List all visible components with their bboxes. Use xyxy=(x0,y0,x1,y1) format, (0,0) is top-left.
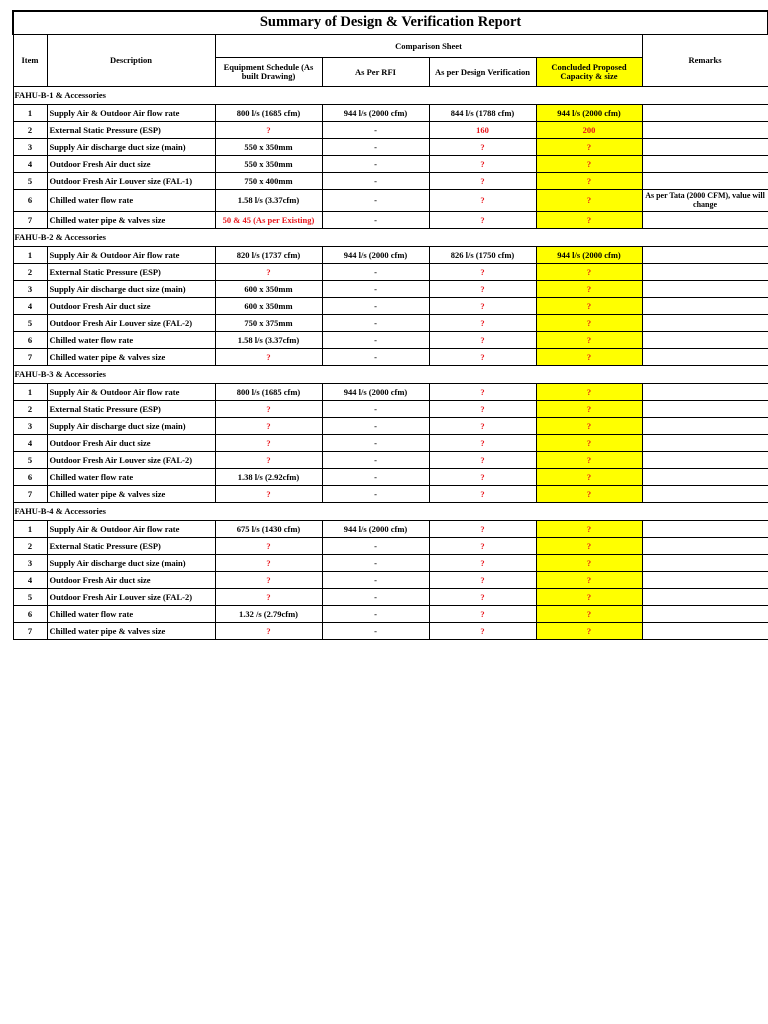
remarks-cell xyxy=(642,538,768,555)
concluded-capacity-cell: ? xyxy=(536,190,642,212)
item-number-cell: 2 xyxy=(13,264,47,281)
item-number-cell: 6 xyxy=(13,332,47,349)
remarks-cell xyxy=(642,555,768,572)
table-row xyxy=(13,555,768,572)
design-verification-cell: ? xyxy=(429,401,536,418)
description-cell: External Static Pressure (ESP) xyxy=(47,122,215,139)
concluded-capacity-cell: ? xyxy=(536,349,642,366)
section-header-row xyxy=(13,366,768,384)
as-per-rfi-cell: - xyxy=(322,452,429,469)
table-row xyxy=(13,452,768,469)
description-cell: Outdoor Fresh Air Louver size (FAL-1) xyxy=(47,173,215,190)
item-number-cell: 4 xyxy=(13,435,47,452)
concluded-capacity-cell: ? xyxy=(536,139,642,156)
concluded-capacity-cell: 200 xyxy=(536,122,642,139)
description-cell: Chilled water pipe & valves size xyxy=(47,349,215,366)
item-number-cell: 3 xyxy=(13,281,47,298)
concluded-capacity-cell: ? xyxy=(536,538,642,555)
section-header-row xyxy=(13,503,768,521)
concluded-capacity-cell: ? xyxy=(536,173,642,190)
design-verification-cell: ? xyxy=(429,264,536,281)
description-cell: Supply Air discharge duct size (main) xyxy=(47,418,215,435)
remarks-cell xyxy=(642,105,768,122)
summary-table xyxy=(12,10,768,640)
concluded-capacity-cell: ? xyxy=(536,435,642,452)
equipment-schedule-cell: ? xyxy=(215,122,322,139)
design-verification-cell: ? xyxy=(429,418,536,435)
design-verification-cell: ? xyxy=(429,281,536,298)
equipment-schedule-cell: ? xyxy=(215,435,322,452)
description-cell: Supply Air & Outdoor Air flow rate xyxy=(47,105,215,122)
equipment-schedule-cell: 550 x 350mm xyxy=(215,156,322,173)
remarks-cell xyxy=(642,623,768,640)
equipment-schedule-cell: ? xyxy=(215,452,322,469)
as-per-rfi-cell: - xyxy=(322,486,429,503)
description-cell: Outdoor Fresh Air duct size xyxy=(47,298,215,315)
item-number-cell: 2 xyxy=(13,538,47,555)
as-per-rfi-cell: - xyxy=(322,538,429,555)
section-header-row xyxy=(13,87,768,105)
as-per-rfi-cell: - xyxy=(322,401,429,418)
design-verification-cell: ? xyxy=(429,555,536,572)
remarks-cell xyxy=(642,315,768,332)
item-number-cell: 5 xyxy=(13,173,47,190)
remarks-cell xyxy=(642,469,768,486)
equipment-schedule-cell: ? xyxy=(215,486,322,503)
item-number-cell: 6 xyxy=(13,469,47,486)
design-verification-cell: ? xyxy=(429,589,536,606)
table-row xyxy=(13,435,768,452)
remarks-cell xyxy=(642,384,768,401)
remarks-cell: As per Tata (2000 CFM), value will change xyxy=(642,190,768,212)
concluded-capacity-cell: ? xyxy=(536,315,642,332)
header-equipment-schedule: Equipment Schedule (As built Drawing) xyxy=(215,58,322,87)
as-per-rfi-cell: - xyxy=(322,298,429,315)
as-per-rfi-cell: - xyxy=(322,469,429,486)
equipment-schedule-cell: ? xyxy=(215,538,322,555)
remarks-cell xyxy=(642,332,768,349)
table-row xyxy=(13,418,768,435)
table-row xyxy=(13,298,768,315)
design-verification-cell: ? xyxy=(429,212,536,229)
item-number-cell: 2 xyxy=(13,401,47,418)
as-per-rfi-cell: - xyxy=(322,122,429,139)
remarks-cell xyxy=(642,281,768,298)
table-row xyxy=(13,156,768,173)
concluded-capacity-cell: ? xyxy=(536,469,642,486)
item-number-cell: 4 xyxy=(13,572,47,589)
design-verification-cell: ? xyxy=(429,469,536,486)
description-cell: Chilled water pipe & valves size xyxy=(47,212,215,229)
remarks-cell xyxy=(642,606,768,623)
concluded-capacity-cell: ? xyxy=(536,212,642,229)
equipment-schedule-cell: ? xyxy=(215,589,322,606)
concluded-capacity-cell: ? xyxy=(536,572,642,589)
equipment-schedule-cell: 550 x 350mm xyxy=(215,139,322,156)
equipment-schedule-cell: 1.38 l/s (2.92cfm) xyxy=(215,469,322,486)
as-per-rfi-cell: - xyxy=(322,156,429,173)
design-verification-cell: ? xyxy=(429,538,536,555)
equipment-schedule-cell: 50 & 45 (As per Existing) xyxy=(215,212,322,229)
section-title: FAHU-B-4 & Accessories xyxy=(13,503,768,521)
concluded-capacity-cell: ? xyxy=(536,298,642,315)
table-row xyxy=(13,401,768,418)
remarks-cell xyxy=(642,264,768,281)
design-verification-cell: ? xyxy=(429,298,536,315)
description-cell: Chilled water pipe & valves size xyxy=(47,623,215,640)
table-row xyxy=(13,264,768,281)
concluded-capacity-cell: ? xyxy=(536,486,642,503)
description-cell: Chilled water flow rate xyxy=(47,606,215,623)
design-verification-cell: ? xyxy=(429,521,536,538)
as-per-rfi-cell: 944 l/s (2000 cfm) xyxy=(322,105,429,122)
table-row xyxy=(13,332,768,349)
remarks-cell xyxy=(642,435,768,452)
remarks-cell xyxy=(642,589,768,606)
report-sheet xyxy=(12,10,767,640)
design-verification-cell: ? xyxy=(429,315,536,332)
remarks-cell xyxy=(642,521,768,538)
table-row xyxy=(13,349,768,366)
design-verification-cell: ? xyxy=(429,572,536,589)
table-row xyxy=(13,190,768,212)
item-number-cell: 7 xyxy=(13,486,47,503)
design-verification-cell: ? xyxy=(429,139,536,156)
table-row xyxy=(13,623,768,640)
concluded-capacity-cell: ? xyxy=(536,156,642,173)
remarks-cell xyxy=(642,572,768,589)
design-verification-cell: 844 l/s (1788 cfm) xyxy=(429,105,536,122)
item-number-cell: 3 xyxy=(13,418,47,435)
equipment-schedule-cell: 750 x 375mm xyxy=(215,315,322,332)
concluded-capacity-cell: 944 l/s (2000 cfm) xyxy=(536,247,642,264)
remarks-cell xyxy=(642,247,768,264)
as-per-rfi-cell: 944 l/s (2000 cfm) xyxy=(322,521,429,538)
table-row xyxy=(13,589,768,606)
concluded-capacity-cell: ? xyxy=(536,401,642,418)
equipment-schedule-cell: ? xyxy=(215,264,322,281)
as-per-rfi-cell: - xyxy=(322,332,429,349)
equipment-schedule-cell: 800 l/s (1685 cfm) xyxy=(215,105,322,122)
item-number-cell: 6 xyxy=(13,190,47,212)
equipment-schedule-cell: 820 l/s (1737 cfm) xyxy=(215,247,322,264)
item-number-cell: 3 xyxy=(13,555,47,572)
item-number-cell: 4 xyxy=(13,298,47,315)
section-title: FAHU-B-2 & Accessories xyxy=(13,229,768,247)
equipment-schedule-cell: 1.32 /s (2.79cfm) xyxy=(215,606,322,623)
as-per-rfi-cell: - xyxy=(322,139,429,156)
as-per-rfi-cell: - xyxy=(322,435,429,452)
concluded-capacity-cell: ? xyxy=(536,452,642,469)
as-per-rfi-cell: - xyxy=(322,572,429,589)
design-verification-cell: ? xyxy=(429,173,536,190)
concluded-capacity-cell: ? xyxy=(536,418,642,435)
as-per-rfi-cell: 944 l/s (2000 cfm) xyxy=(322,384,429,401)
design-verification-cell: ? xyxy=(429,435,536,452)
equipment-schedule-cell: 600 x 350mm xyxy=(215,298,322,315)
remarks-cell xyxy=(642,173,768,190)
equipment-schedule-cell: ? xyxy=(215,401,322,418)
item-number-cell: 6 xyxy=(13,606,47,623)
table-row xyxy=(13,572,768,589)
design-verification-cell: ? xyxy=(429,623,536,640)
remarks-cell xyxy=(642,349,768,366)
description-cell: Outdoor Fresh Air Louver size (FAL-2) xyxy=(47,589,215,606)
description-cell: Chilled water pipe & valves size xyxy=(47,486,215,503)
table-row xyxy=(13,247,768,264)
as-per-rfi-cell: - xyxy=(322,555,429,572)
as-per-rfi-cell: - xyxy=(322,264,429,281)
description-cell: Outdoor Fresh Air Louver size (FAL-2) xyxy=(47,315,215,332)
as-per-rfi-cell: - xyxy=(322,173,429,190)
description-cell: Outdoor Fresh Air Louver size (FAL-2) xyxy=(47,452,215,469)
remarks-cell xyxy=(642,122,768,139)
concluded-capacity-cell: ? xyxy=(536,384,642,401)
section-title: FAHU-B-3 & Accessories xyxy=(13,366,768,384)
table-row xyxy=(13,122,768,139)
as-per-rfi-cell: - xyxy=(322,606,429,623)
item-number-cell: 1 xyxy=(13,521,47,538)
remarks-cell xyxy=(642,486,768,503)
table-row xyxy=(13,606,768,623)
design-verification-cell: ? xyxy=(429,349,536,366)
table-row xyxy=(13,486,768,503)
description-cell: Chilled water flow rate xyxy=(47,469,215,486)
description-cell: External Static Pressure (ESP) xyxy=(47,538,215,555)
description-cell: Supply Air discharge duct size (main) xyxy=(47,139,215,156)
item-number-cell: 5 xyxy=(13,452,47,469)
concluded-capacity-cell: ? xyxy=(536,281,642,298)
header-remarks: Remarks xyxy=(642,35,768,87)
description-cell: Supply Air & Outdoor Air flow rate xyxy=(47,384,215,401)
concluded-capacity-cell: ? xyxy=(536,606,642,623)
table-row xyxy=(13,281,768,298)
header-comparison-sheet: Comparison Sheet xyxy=(215,35,642,58)
as-per-rfi-cell: 944 l/s (2000 cfm) xyxy=(322,247,429,264)
item-number-cell: 5 xyxy=(13,315,47,332)
item-number-cell: 7 xyxy=(13,349,47,366)
equipment-schedule-cell: ? xyxy=(215,349,322,366)
concluded-capacity-cell: ? xyxy=(536,521,642,538)
as-per-rfi-cell: - xyxy=(322,315,429,332)
header-concluded-capacity: Concluded Proposed Capacity & size xyxy=(536,58,642,87)
concluded-capacity-cell: ? xyxy=(536,555,642,572)
header-description: Description xyxy=(47,35,215,87)
equipment-schedule-cell: ? xyxy=(215,555,322,572)
design-verification-cell: ? xyxy=(429,332,536,349)
item-number-cell: 1 xyxy=(13,105,47,122)
remarks-cell xyxy=(642,156,768,173)
design-verification-cell: ? xyxy=(429,384,536,401)
as-per-rfi-cell: - xyxy=(322,418,429,435)
header-as-per-rfi: As Per RFI xyxy=(322,58,429,87)
concluded-capacity-cell: ? xyxy=(536,332,642,349)
design-verification-cell: ? xyxy=(429,486,536,503)
description-cell: Supply Air discharge duct size (main) xyxy=(47,281,215,298)
item-number-cell: 7 xyxy=(13,623,47,640)
header-item: Item xyxy=(13,35,47,87)
table-row xyxy=(13,173,768,190)
table-row xyxy=(13,315,768,332)
remarks-cell xyxy=(642,401,768,418)
as-per-rfi-cell: - xyxy=(322,281,429,298)
item-number-cell: 3 xyxy=(13,139,47,156)
equipment-schedule-cell: ? xyxy=(215,418,322,435)
design-verification-cell: ? xyxy=(429,452,536,469)
description-cell: Supply Air & Outdoor Air flow rate xyxy=(47,521,215,538)
equipment-schedule-cell: 1.58 l/s (3.37cfm) xyxy=(215,332,322,349)
table-body xyxy=(13,87,768,640)
equipment-schedule-cell: 675 l/s (1430 cfm) xyxy=(215,521,322,538)
report-title: Summary of Design & Verification Report xyxy=(13,11,768,35)
remarks-cell xyxy=(642,418,768,435)
concluded-capacity-cell: 944 l/s (2000 cfm) xyxy=(536,105,642,122)
equipment-schedule-cell: ? xyxy=(215,572,322,589)
design-verification-cell: 826 l/s (1750 cfm) xyxy=(429,247,536,264)
equipment-schedule-cell: 600 x 350mm xyxy=(215,281,322,298)
description-cell: Outdoor Fresh Air duct size xyxy=(47,572,215,589)
equipment-schedule-cell: ? xyxy=(215,623,322,640)
concluded-capacity-cell: ? xyxy=(536,589,642,606)
description-cell: Supply Air & Outdoor Air flow rate xyxy=(47,247,215,264)
description-cell: Chilled water flow rate xyxy=(47,332,215,349)
design-verification-cell: ? xyxy=(429,156,536,173)
description-cell: Chilled water flow rate xyxy=(47,190,215,212)
description-cell: Outdoor Fresh Air duct size xyxy=(47,435,215,452)
as-per-rfi-cell: - xyxy=(322,190,429,212)
equipment-schedule-cell: 1.58 l/s (3.37cfm) xyxy=(215,190,322,212)
as-per-rfi-cell: - xyxy=(322,589,429,606)
remarks-cell xyxy=(642,298,768,315)
as-per-rfi-cell: - xyxy=(322,349,429,366)
remarks-cell xyxy=(642,452,768,469)
table-row xyxy=(13,139,768,156)
table-row xyxy=(13,105,768,122)
item-number-cell: 5 xyxy=(13,589,47,606)
description-cell: External Static Pressure (ESP) xyxy=(47,401,215,418)
design-verification-cell: 160 xyxy=(429,122,536,139)
table-row xyxy=(13,521,768,538)
design-verification-cell: ? xyxy=(429,190,536,212)
description-cell: External Static Pressure (ESP) xyxy=(47,264,215,281)
item-number-cell: 1 xyxy=(13,247,47,264)
item-number-cell: 4 xyxy=(13,156,47,173)
table-row xyxy=(13,538,768,555)
as-per-rfi-cell: - xyxy=(322,212,429,229)
remarks-cell xyxy=(642,212,768,229)
item-number-cell: 7 xyxy=(13,212,47,229)
design-verification-cell: ? xyxy=(429,606,536,623)
table-row xyxy=(13,384,768,401)
concluded-capacity-cell: ? xyxy=(536,264,642,281)
section-title: FAHU-B-1 & Accessories xyxy=(13,87,768,105)
remarks-cell xyxy=(642,139,768,156)
section-header-row xyxy=(13,229,768,247)
equipment-schedule-cell: 750 x 400mm xyxy=(215,173,322,190)
as-per-rfi-cell: - xyxy=(322,623,429,640)
equipment-schedule-cell: 800 l/s (1685 cfm) xyxy=(215,384,322,401)
item-number-cell: 1 xyxy=(13,384,47,401)
table-row xyxy=(13,469,768,486)
table-row xyxy=(13,212,768,229)
item-number-cell: 2 xyxy=(13,122,47,139)
description-cell: Outdoor Fresh Air duct size xyxy=(47,156,215,173)
concluded-capacity-cell: ? xyxy=(536,623,642,640)
description-cell: Supply Air discharge duct size (main) xyxy=(47,555,215,572)
header-design-verification: As per Design Verification xyxy=(429,58,536,87)
